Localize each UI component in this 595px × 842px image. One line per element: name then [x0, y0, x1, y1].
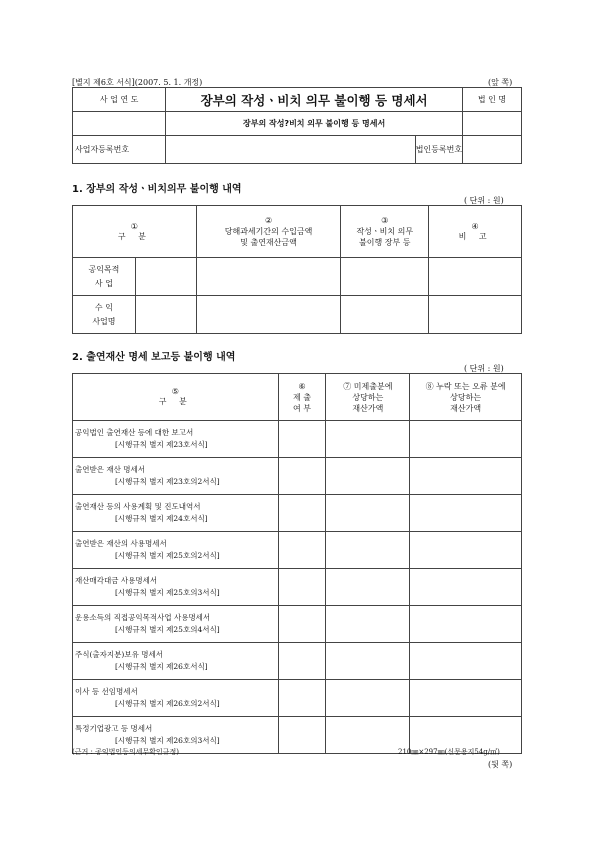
section2-table	[72, 373, 522, 754]
table-row	[73, 258, 522, 296]
table-row	[73, 680, 522, 717]
section1-heading: 1. 장부의 작성ㆍ비치의무 불이행 내역	[72, 184, 242, 195]
report-item-label: 재산매각대금 사용명세서 [시행규칙 별지 제25호의3서식]	[73, 569, 279, 606]
corp-reg-number-label: 법인등록번호	[415, 136, 462, 164]
legal-basis-note: (근거 : 공익법인등의세무확인규정)	[72, 748, 179, 756]
report-item-label: 이사 등 선임명세서 [시행규칙 별지 제26호의2서식]	[73, 680, 279, 717]
business-year-label: 사 업 연 도	[73, 88, 166, 112]
col-submitted-header: ⑥ 제 출 여 부	[278, 374, 326, 421]
section2-heading: 2. 출연재산 명세 보고등 불이행 내역	[72, 352, 236, 363]
table-row	[73, 458, 522, 495]
page-side-label: (앞 쪽)	[488, 78, 513, 87]
report-item-label: 공익법인 출연재산 등에 대한 보고서 [시행규칙 별지 제23호서식]	[73, 421, 279, 458]
biz-reg-number-label: 사업자등록번호	[73, 136, 166, 164]
form-title: 장부의 작성ㆍ비치 의무 불이행 등 명세서	[166, 88, 463, 112]
report-item-label: 출연받은 재산 명세서 [시행규칙 별지 제23호의2서식]	[73, 458, 279, 495]
report-item-label: 출연받은 재산의 사용명세서 [시행규칙 별지 제25호의2서식]	[73, 532, 279, 569]
col-revenue-header: ② 당해과세기간의 수입금액 및 출연재산금액	[196, 206, 341, 258]
paper-spec-note: 210㎜×297㎜(신문용지54g/㎡)	[398, 748, 500, 756]
table-row	[73, 296, 522, 334]
col-category-header: ① 구 분	[73, 206, 197, 258]
section1-table	[72, 205, 522, 334]
business-year-value[interactable]	[73, 112, 166, 136]
form-reference: [별지 제6호 서식](2007. 5. 1. 개정)	[72, 78, 203, 87]
table-row	[73, 421, 522, 458]
table-row	[73, 532, 522, 569]
row-public-purpose-label: 공익목적 사 업	[73, 258, 136, 296]
table-row	[73, 643, 522, 680]
report-item-label: 운용소득의 직접공익목적사업 사용명세서 [시행규칙 별지 제25호의4서식]	[73, 606, 279, 643]
corp-name-value[interactable]	[463, 112, 522, 136]
form-subtitle: 장부의 작성?비치 의무 불이행 등 명세서	[166, 112, 463, 136]
report-item-label: 출연재산 등의 사용계획 및 진도내역서 [시행규칙 별지 제24호서식]	[73, 495, 279, 532]
section2-unit: ( 단위 : 원)	[464, 364, 504, 373]
corp-name-label: 법 인 명	[463, 88, 522, 112]
section1-unit: ( 단위 : 원)	[464, 196, 504, 205]
row-revenue-business-label: 수 익 사업명	[73, 296, 136, 334]
col-item-header: ⑤ 구 분	[73, 374, 279, 421]
report-item-label: 특정기업광고 등 명세서 [시행규칙 별지 제26호의3서식]	[73, 717, 279, 754]
col-omission-value-header: ⑧ 누락 또는 오류 분에 상당하는 재산가액	[410, 374, 522, 421]
table-row	[73, 569, 522, 606]
col-unsubmitted-value-header: ⑦ 미제출분에 상당하는 재산가액	[326, 374, 410, 421]
header-table	[72, 87, 522, 164]
back-side-label: (뒷 쪽)	[488, 760, 513, 769]
corp-reg-number-value[interactable]	[463, 136, 522, 164]
report-item-label: 주식(출자지분)보유 명세서 [시행규칙 별지 제26호서식]	[73, 643, 279, 680]
biz-reg-number-value[interactable]	[166, 136, 416, 164]
col-remarks-header: ④ 비 고	[429, 206, 522, 258]
table-row	[73, 495, 522, 532]
col-unfulfilled-books-header: ③ 작성ㆍ비치 의무 불이행 장부 등	[341, 206, 429, 258]
table-row	[73, 606, 522, 643]
